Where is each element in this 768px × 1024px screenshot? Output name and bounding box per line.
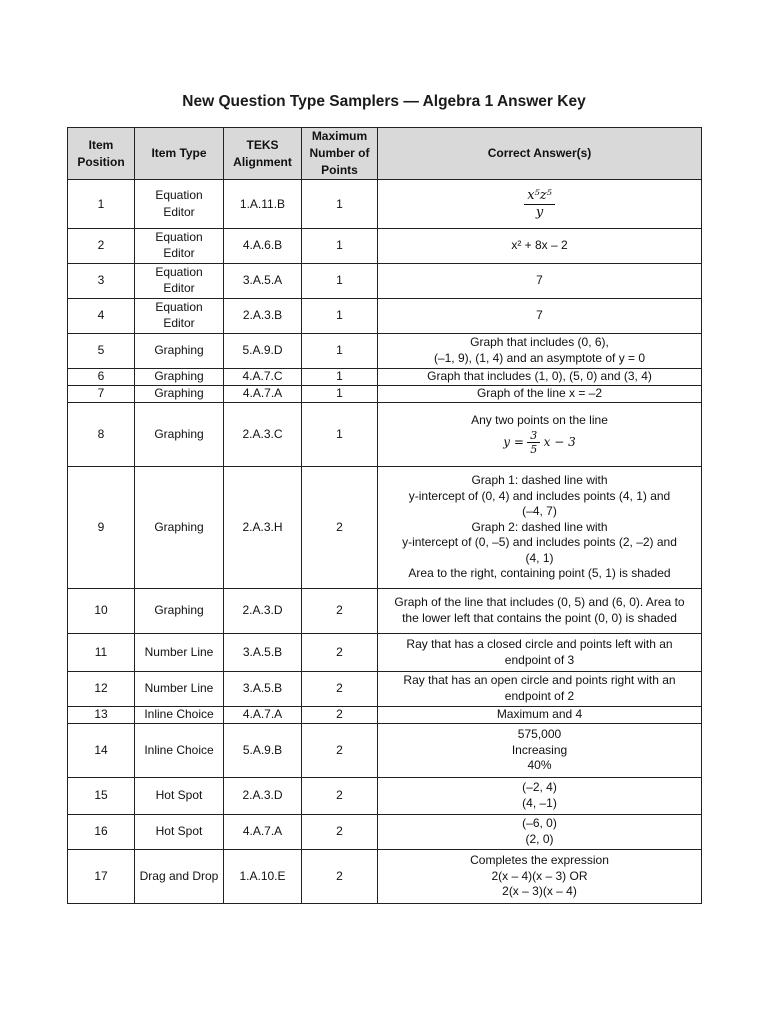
answer-equation	[381, 429, 698, 456]
max-points: 1	[302, 386, 378, 403]
item-type: Number Line	[135, 672, 224, 707]
equation-left: y =	[503, 435, 524, 450]
correct-answer	[378, 724, 702, 778]
teks-alignment: 2.A.3.D	[224, 589, 302, 634]
teks-alignment: 4.A.7.A	[224, 386, 302, 403]
max-points: 1	[302, 299, 378, 334]
teks-alignment: 3.A.5.B	[224, 634, 302, 672]
max-points: 1	[302, 369, 378, 386]
correct-answer	[378, 778, 702, 815]
table-row	[68, 299, 702, 334]
max-points: 2	[302, 707, 378, 724]
item-type: Graphing	[135, 334, 224, 369]
answer-line: y-intercept of (0, –5) and includes points (2, –2) and	[402, 535, 677, 550]
item-position: 6	[68, 369, 135, 386]
header-item-type: Item Type	[135, 128, 224, 180]
correct-answer	[378, 403, 702, 467]
max-points: 2	[302, 815, 378, 850]
equation-right: x − 3	[543, 435, 576, 450]
item-type: Inline Choice	[135, 724, 224, 778]
table-row	[68, 334, 702, 369]
header-item-position: Item Position	[68, 128, 135, 180]
teks-alignment: 5.A.9.B	[224, 724, 302, 778]
table-row	[68, 589, 702, 634]
teks-alignment: 5.A.9.D	[224, 334, 302, 369]
table-row	[68, 467, 702, 589]
correct-answer	[378, 334, 702, 369]
item-type: Inline Choice	[135, 707, 224, 724]
item-type: Drag and Drop	[135, 850, 224, 904]
max-points: 2	[302, 850, 378, 904]
table-header-row	[68, 128, 702, 180]
teks-alignment: 4.A.7.A	[224, 707, 302, 724]
teks-alignment: 1.A.10.E	[224, 850, 302, 904]
table-row	[68, 180, 702, 229]
item-type: Equation Editor	[135, 264, 224, 299]
max-points: 1	[302, 229, 378, 264]
fraction-denominator: y	[535, 204, 544, 220]
max-points: 2	[302, 589, 378, 634]
header-max-points: Maximum Number of Points	[302, 128, 378, 180]
item-position: 14	[68, 724, 135, 778]
answer-key-table	[67, 127, 702, 904]
fraction-numerator: x⁵z⁵	[524, 188, 555, 205]
table-row	[68, 634, 702, 672]
answer-line: Graph 1: dashed line with	[471, 472, 608, 487]
correct-answer	[378, 850, 702, 904]
table-row	[68, 707, 702, 724]
max-points: 2	[302, 724, 378, 778]
answer-line: (–6, 0)	[522, 816, 557, 831]
correct-answer	[378, 672, 702, 707]
correct-answer	[378, 299, 702, 334]
item-position: 4	[68, 299, 135, 334]
correct-answer	[378, 386, 702, 403]
answer-line: 7	[536, 308, 543, 323]
table-row	[68, 229, 702, 264]
answer-line: Graph that includes (0, 6),	[470, 335, 609, 350]
item-position: 15	[68, 778, 135, 815]
answer-line: (–2, 4)	[522, 780, 557, 795]
item-type: Graphing	[135, 369, 224, 386]
max-points: 2	[302, 778, 378, 815]
item-position: 8	[68, 403, 135, 467]
answer-line: (2, 0)	[525, 832, 554, 846]
answer-line: Area to the right, containing point (5, 1) is shaded	[408, 566, 671, 581]
answer-line: y-intercept of (0, 4) and includes points (4, 1) and	[408, 488, 671, 503]
item-type: Hot Spot	[135, 778, 224, 815]
item-position: 10	[68, 589, 135, 634]
correct-answer	[378, 229, 702, 264]
table-row	[68, 850, 702, 904]
table-row	[68, 724, 702, 778]
table-row	[68, 264, 702, 299]
teks-alignment: 4.A.7.A	[224, 815, 302, 850]
answer-line: x² + 8x – 2	[511, 238, 568, 253]
item-position: 13	[68, 707, 135, 724]
answer-fraction	[524, 188, 555, 220]
item-type: Equation Editor	[135, 229, 224, 264]
answer-line: 575,000	[517, 727, 562, 742]
item-type: Number Line	[135, 634, 224, 672]
correct-answer	[378, 369, 702, 386]
correct-answer	[378, 707, 702, 724]
answer-line: Ray that has an open circle and points right with an	[403, 673, 676, 688]
item-position: 1	[68, 180, 135, 229]
item-position: 7	[68, 386, 135, 403]
item-type: Graphing	[135, 403, 224, 467]
item-type: Equation Editor	[135, 180, 224, 229]
correct-answer	[378, 589, 702, 634]
header-teks-alignment: TEKS Alignment	[224, 128, 302, 180]
answer-line: Completes the expression	[470, 853, 609, 868]
item-position: 11	[68, 634, 135, 672]
item-position: 5	[68, 334, 135, 369]
answer-fraction	[527, 429, 540, 456]
table-row	[68, 778, 702, 815]
correct-answer	[378, 634, 702, 672]
answer-line: Maximum and 4	[496, 707, 583, 722]
answer-line: Graph that includes (1, 0), (5, 0) and (3, 4)	[427, 369, 652, 384]
answer-line: Graph of the line that includes (0, 5) and (6, 0). Area to	[394, 595, 685, 610]
teks-alignment: 2.A.3.H	[224, 467, 302, 589]
item-type: Hot Spot	[135, 815, 224, 850]
max-points: 1	[302, 334, 378, 369]
table-row	[68, 672, 702, 707]
fraction-denominator: 5	[530, 443, 538, 457]
max-points: 2	[302, 672, 378, 707]
answer-line: (–1, 9), (1, 4) and an asymptote of y = 0	[433, 351, 646, 365]
teks-alignment: 4.A.7.C	[224, 369, 302, 386]
answer-line: 7	[536, 273, 543, 288]
item-type: Graphing	[135, 386, 224, 403]
item-position: 17	[68, 850, 135, 904]
teks-alignment: 2.A.3.C	[224, 403, 302, 467]
answer-line: Any two points on the line	[471, 413, 608, 428]
document-title: New Question Type Samplers — Algebra 1 Answer Key	[182, 93, 586, 110]
answer-line: endpoint of 3	[504, 652, 575, 667]
answer-line: 40%	[527, 758, 552, 773]
item-type: Graphing	[135, 589, 224, 634]
fraction-numerator: 3	[527, 429, 540, 443]
max-points: 1	[302, 264, 378, 299]
correct-answer	[378, 815, 702, 850]
table-row	[68, 815, 702, 850]
header-correct-answers: Correct Answer(s)	[378, 128, 702, 180]
table-row	[68, 369, 702, 386]
teks-alignment: 3.A.5.B	[224, 672, 302, 707]
max-points: 2	[302, 634, 378, 672]
item-position: 9	[68, 467, 135, 589]
correct-answer	[378, 467, 702, 589]
teks-alignment: 1.A.11.B	[224, 180, 302, 229]
item-position: 12	[68, 672, 135, 707]
table-row	[68, 403, 702, 467]
item-type: Graphing	[135, 467, 224, 589]
answer-line: 2(x – 3)(x – 4)	[502, 884, 577, 899]
answer-line: Graph of the line x = –2	[476, 386, 603, 401]
answer-line: endpoint of 2	[504, 689, 575, 703]
max-points: 2	[302, 467, 378, 589]
answer-line: the lower left that contains the point (0, 0) is shaded	[402, 611, 677, 625]
answer-line: Ray that has a closed circle and points left with an	[406, 636, 673, 651]
item-position: 16	[68, 815, 135, 850]
answer-line: Increasing	[511, 742, 568, 757]
answer-line: (4, 1)	[525, 550, 554, 565]
max-points: 1	[302, 403, 378, 467]
teks-alignment: 2.A.3.D	[224, 778, 302, 815]
max-points: 1	[302, 180, 378, 229]
item-type: Equation Editor	[135, 299, 224, 334]
teks-alignment: 4.A.6.B	[224, 229, 302, 264]
item-position: 3	[68, 264, 135, 299]
item-position: 2	[68, 229, 135, 264]
answer-line: (–4, 7)	[522, 504, 557, 519]
answer-line: 2(x – 4)(x – 3) OR	[491, 868, 588, 883]
correct-answer	[378, 264, 702, 299]
table-row	[68, 386, 702, 403]
teks-alignment: 2.A.3.B	[224, 299, 302, 334]
answer-line: (4, –1)	[522, 796, 557, 810]
answer-line: Graph 2: dashed line with	[471, 519, 608, 534]
teks-alignment: 3.A.5.A	[224, 264, 302, 299]
correct-answer	[378, 180, 702, 229]
